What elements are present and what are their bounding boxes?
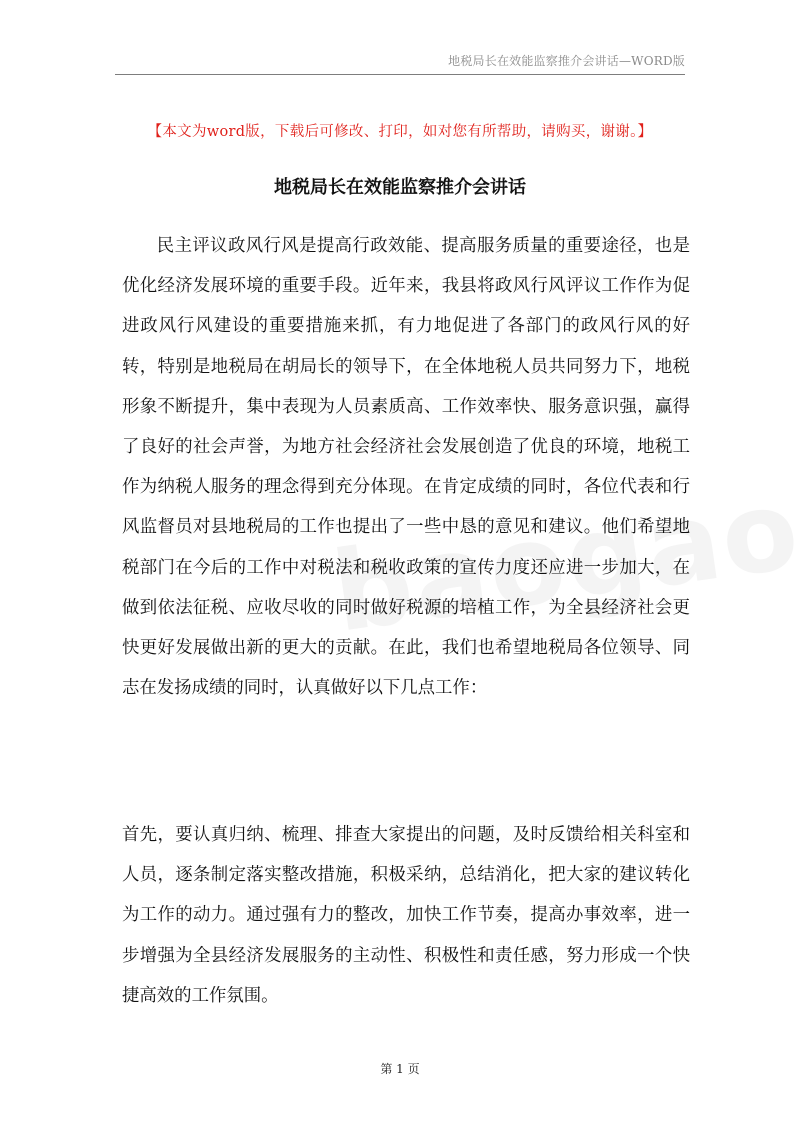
- body-paragraph: 民主评议政风行风是提高行政效能、提高服务质量的重要途径，也是优化经济发展环境的重要手段。近年来，我县将政风行风评议工作作为促进政风行风建设的重要措施来抓，有力地促进了各部门的政风行风的好转，特别是地税局在胡局长的领导下，在全体地税人员共同努力下，地税形象不断提升，集中表现为人员素质高、工作效率快、服务意识强，赢得了良好的社会声誉，为地方社会经济社会发展创造了优良的环境，地税工作为纳税人服务的理念得到充分体现。在肯定成绩的同时，各位代表和行风监督员对县地税局的工作也提出了一些中恳的意见和建议。他们希望地税部门在今后的工作中对税法和税收政策的宣传力度还应进一步加大，在做到依法征税、应收尽收的同时做好税源的培植工作，为全县经济社会更快更好发展做出新的更大的贡献。在此，我们也希望地税局各位领导、同志在发扬成绩的同时，认真做好以下几点工作：: [122, 236, 690, 699]
- body-paragraph: 首先，要认真归纳、梳理、排查大家提出的问题，及时反馈给相关科室和人员，逐条制定落实整改措施，积极采纳，总结消化，把大家的建议转化为工作的动力。通过强有力的整改，加快工作节奏，提高办事效率，进一步增强为全县经济发展服务的主动性、积极性和责任感，努力形成一个快捷高效的工作氛围。: [122, 825, 690, 1006]
- document-title: 地税局长在效能监察推介会讲话: [274, 177, 526, 198]
- purchase-notice: 【本文为word版，下载后可修改、打印，如对您有所帮助，请购买，谢谢。】: [147, 124, 653, 140]
- header-divider: [115, 74, 685, 75]
- page-number: 第 1 页: [380, 1062, 420, 1076]
- running-header: 地税局长在效能监察推介会讲话—WORD版: [448, 54, 685, 68]
